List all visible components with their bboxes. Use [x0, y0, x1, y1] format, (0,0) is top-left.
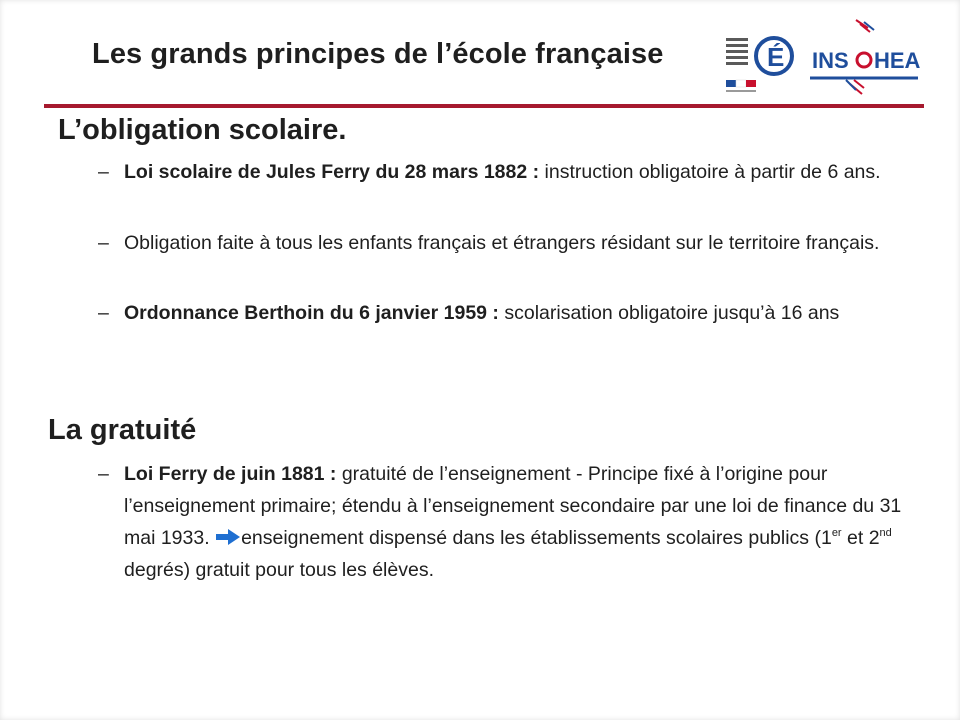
men-e-letter: É: [767, 42, 785, 72]
list-item: [98, 156, 928, 188]
list-item: [98, 297, 928, 329]
item-text-continued: degrés) gratuit pour tous les élèves.: [124, 559, 435, 581]
arrow-right-icon: [215, 528, 241, 546]
bullet-dash: –: [98, 161, 109, 183]
item-text: instruction obligatoire à partir de 6 ans.: [539, 161, 881, 183]
bullet-dash: –: [98, 302, 109, 324]
item-bold-text: Loi Ferry de juin 1881 :: [124, 463, 337, 485]
section-heading-obligation: L’obligation scolaire.: [58, 114, 347, 146]
ins-hea-logo: [806, 18, 922, 98]
item-text: Obligation faite à tous les enfants français et étrangers résidant sur le territoire français.: [124, 232, 880, 254]
bullet-dash: –: [98, 232, 109, 254]
page-title: Les grands principes de l’école française: [92, 38, 664, 70]
ins-hea-swirl: [850, 20, 870, 94]
item-text: scolarisation obligatoire jusqu’à 16 ans: [498, 302, 840, 324]
ministere-text-block: [726, 38, 748, 65]
superscript-nd: nd: [879, 527, 892, 539]
section-heading-gratuite: La gratuité: [48, 414, 197, 446]
item-text: gratuité de l’enseignement - Principe fixé à l’origine pour l’enseignement primaire; étendu à l’enseignement secondaire par une loi de finance du 31 mai 1933.: [124, 463, 902, 549]
hea-text: HEA: [874, 48, 921, 73]
item-text-continued: enseignement dispensé dans les établissements scolaires publics (1: [241, 527, 832, 549]
item-bold-text: Loi scolaire de Jules Ferry du 28 mars 1882 :: [124, 161, 540, 183]
superscript-er: er: [831, 527, 842, 539]
ins-text: INS: [812, 48, 849, 73]
title-divider: [44, 104, 924, 108]
flag-red: [746, 80, 756, 87]
flag-blue: [726, 80, 736, 87]
list-item: [98, 458, 928, 586]
list-item: [98, 227, 928, 259]
item-text-continued: et 2: [841, 527, 880, 549]
item-bold-text: Ordonnance Berthoin du 6 janvier 1959 :: [124, 302, 499, 324]
ins-hea-ring: [857, 53, 871, 67]
ministere-education-logo: [724, 34, 800, 98]
bullet-dash: –: [98, 463, 109, 485]
